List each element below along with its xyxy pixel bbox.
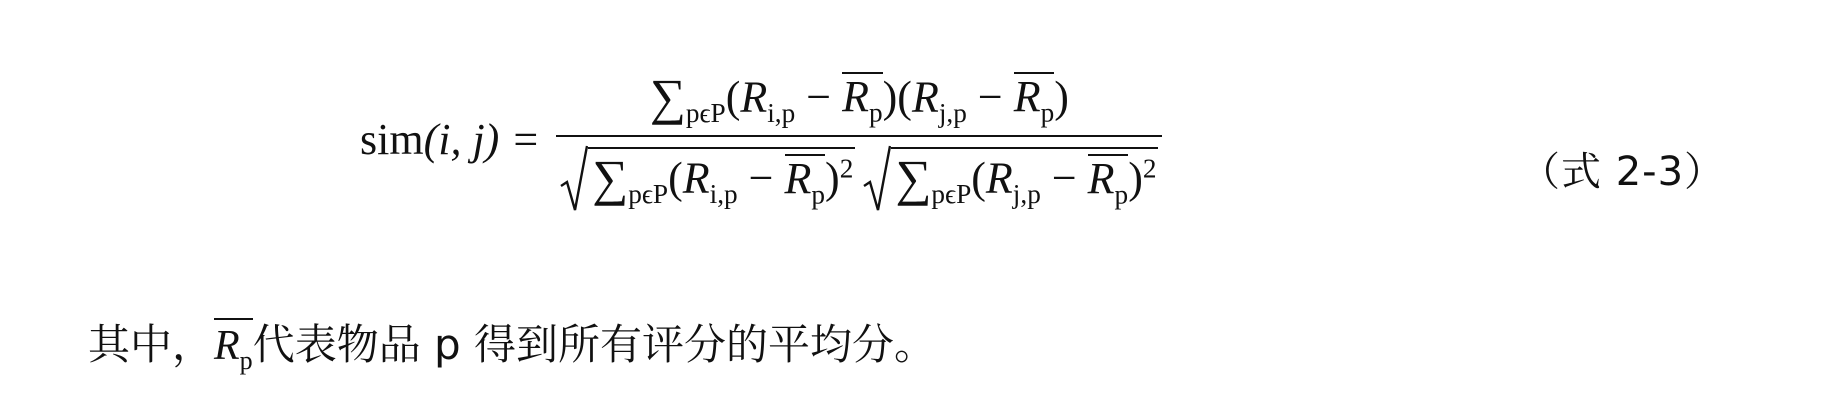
- sum-index: pϵP: [685, 97, 726, 128]
- rating-r: R: [985, 153, 1013, 203]
- numerator: [642, 69, 1077, 135]
- minus-sign: −: [806, 72, 832, 122]
- subscript-jp: j,p: [938, 97, 967, 128]
- paren-close: ): [1128, 153, 1143, 203]
- sqrt-left-body: [588, 147, 855, 208]
- sum-index: pϵP: [931, 178, 972, 209]
- minus-sign: −: [1051, 153, 1077, 203]
- paren-open: (: [668, 153, 683, 203]
- fraction: [556, 69, 1162, 209]
- mean-r: R: [784, 153, 812, 203]
- mean-rating: [785, 154, 826, 209]
- equation-number: （式 2-3）: [1520, 149, 1726, 195]
- explanation-text: [88, 318, 936, 376]
- lhs-arguments: (i, j): [423, 115, 500, 165]
- mean-r: R: [1087, 153, 1115, 203]
- note-mean-symbol: [214, 318, 253, 376]
- rating-r: R: [740, 72, 768, 122]
- sum-symbol: ∑: [649, 69, 686, 125]
- minus-sign: −: [977, 72, 1003, 122]
- radical-sign-icon: [863, 147, 891, 208]
- sqrt-left: [560, 147, 855, 208]
- note-symbol-r: R: [214, 323, 240, 369]
- mean-rating: [1014, 72, 1055, 127]
- paren-open: (: [897, 72, 912, 122]
- sum-symbol: ∑: [592, 150, 629, 207]
- note-symbol-sub: p: [239, 345, 253, 375]
- paren-close: ): [1054, 72, 1069, 122]
- mean-r: R: [1013, 72, 1041, 122]
- subscript-ip: i,p: [767, 97, 796, 128]
- note-prefix: 其中，: [88, 320, 215, 369]
- rating-r: R: [682, 153, 710, 203]
- note-body: 代表物品 p 得到所有评分的平均分。: [252, 320, 937, 369]
- mean-rating: [1088, 154, 1129, 209]
- rating-r: R: [911, 72, 939, 122]
- equation-lhs: [360, 115, 500, 165]
- mean-r: R: [842, 72, 869, 122]
- sum-index: pϵP: [628, 178, 669, 209]
- subscript-p: p: [811, 178, 826, 209]
- mean-rating: [842, 72, 883, 127]
- sqrt-right-body: [891, 147, 1158, 208]
- exponent-2: 2: [839, 153, 854, 184]
- paren-open: (: [725, 72, 741, 122]
- minus-sign: −: [748, 153, 774, 203]
- subscript-ip: i,p: [709, 178, 738, 209]
- radical-sign-icon: [560, 147, 588, 208]
- subscript-p: p: [868, 97, 883, 128]
- equals-sign: =: [513, 115, 539, 165]
- paren-close: ): [825, 153, 840, 203]
- subscript-p: p: [1114, 178, 1129, 209]
- subscript-jp: j,p: [1012, 178, 1041, 209]
- similarity-equation: [360, 69, 1162, 209]
- paren-close: ): [882, 72, 898, 122]
- denominator: [556, 137, 1162, 208]
- exponent-2: 2: [1142, 153, 1157, 184]
- lhs-function: sim: [360, 115, 424, 165]
- sqrt-right: [863, 147, 1158, 208]
- paren-open: (: [971, 153, 986, 203]
- sum-symbol: ∑: [895, 150, 932, 207]
- subscript-p: p: [1040, 97, 1055, 128]
